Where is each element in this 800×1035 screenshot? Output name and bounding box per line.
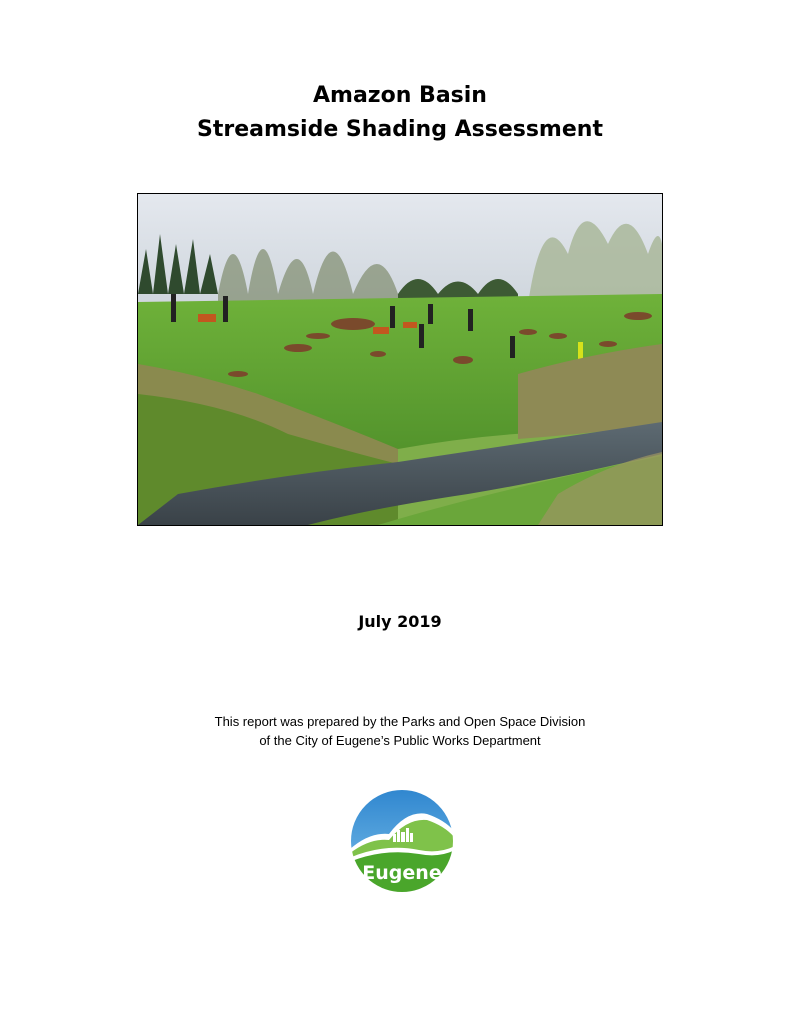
eugene-logo <box>349 788 455 894</box>
cover-photo <box>137 193 663 526</box>
report-title-line1: Amazon Basin <box>313 83 487 108</box>
logo-text: Eugene <box>362 862 442 884</box>
report-title-line2: Streamside Shading Assessment <box>197 117 603 142</box>
credit-line1: This report was prepared by the Parks and Open Space Division <box>214 714 586 729</box>
credit-line2: of the City of Eugene’s Public Works Department <box>259 733 541 748</box>
report-date: July 2019 <box>358 612 442 631</box>
